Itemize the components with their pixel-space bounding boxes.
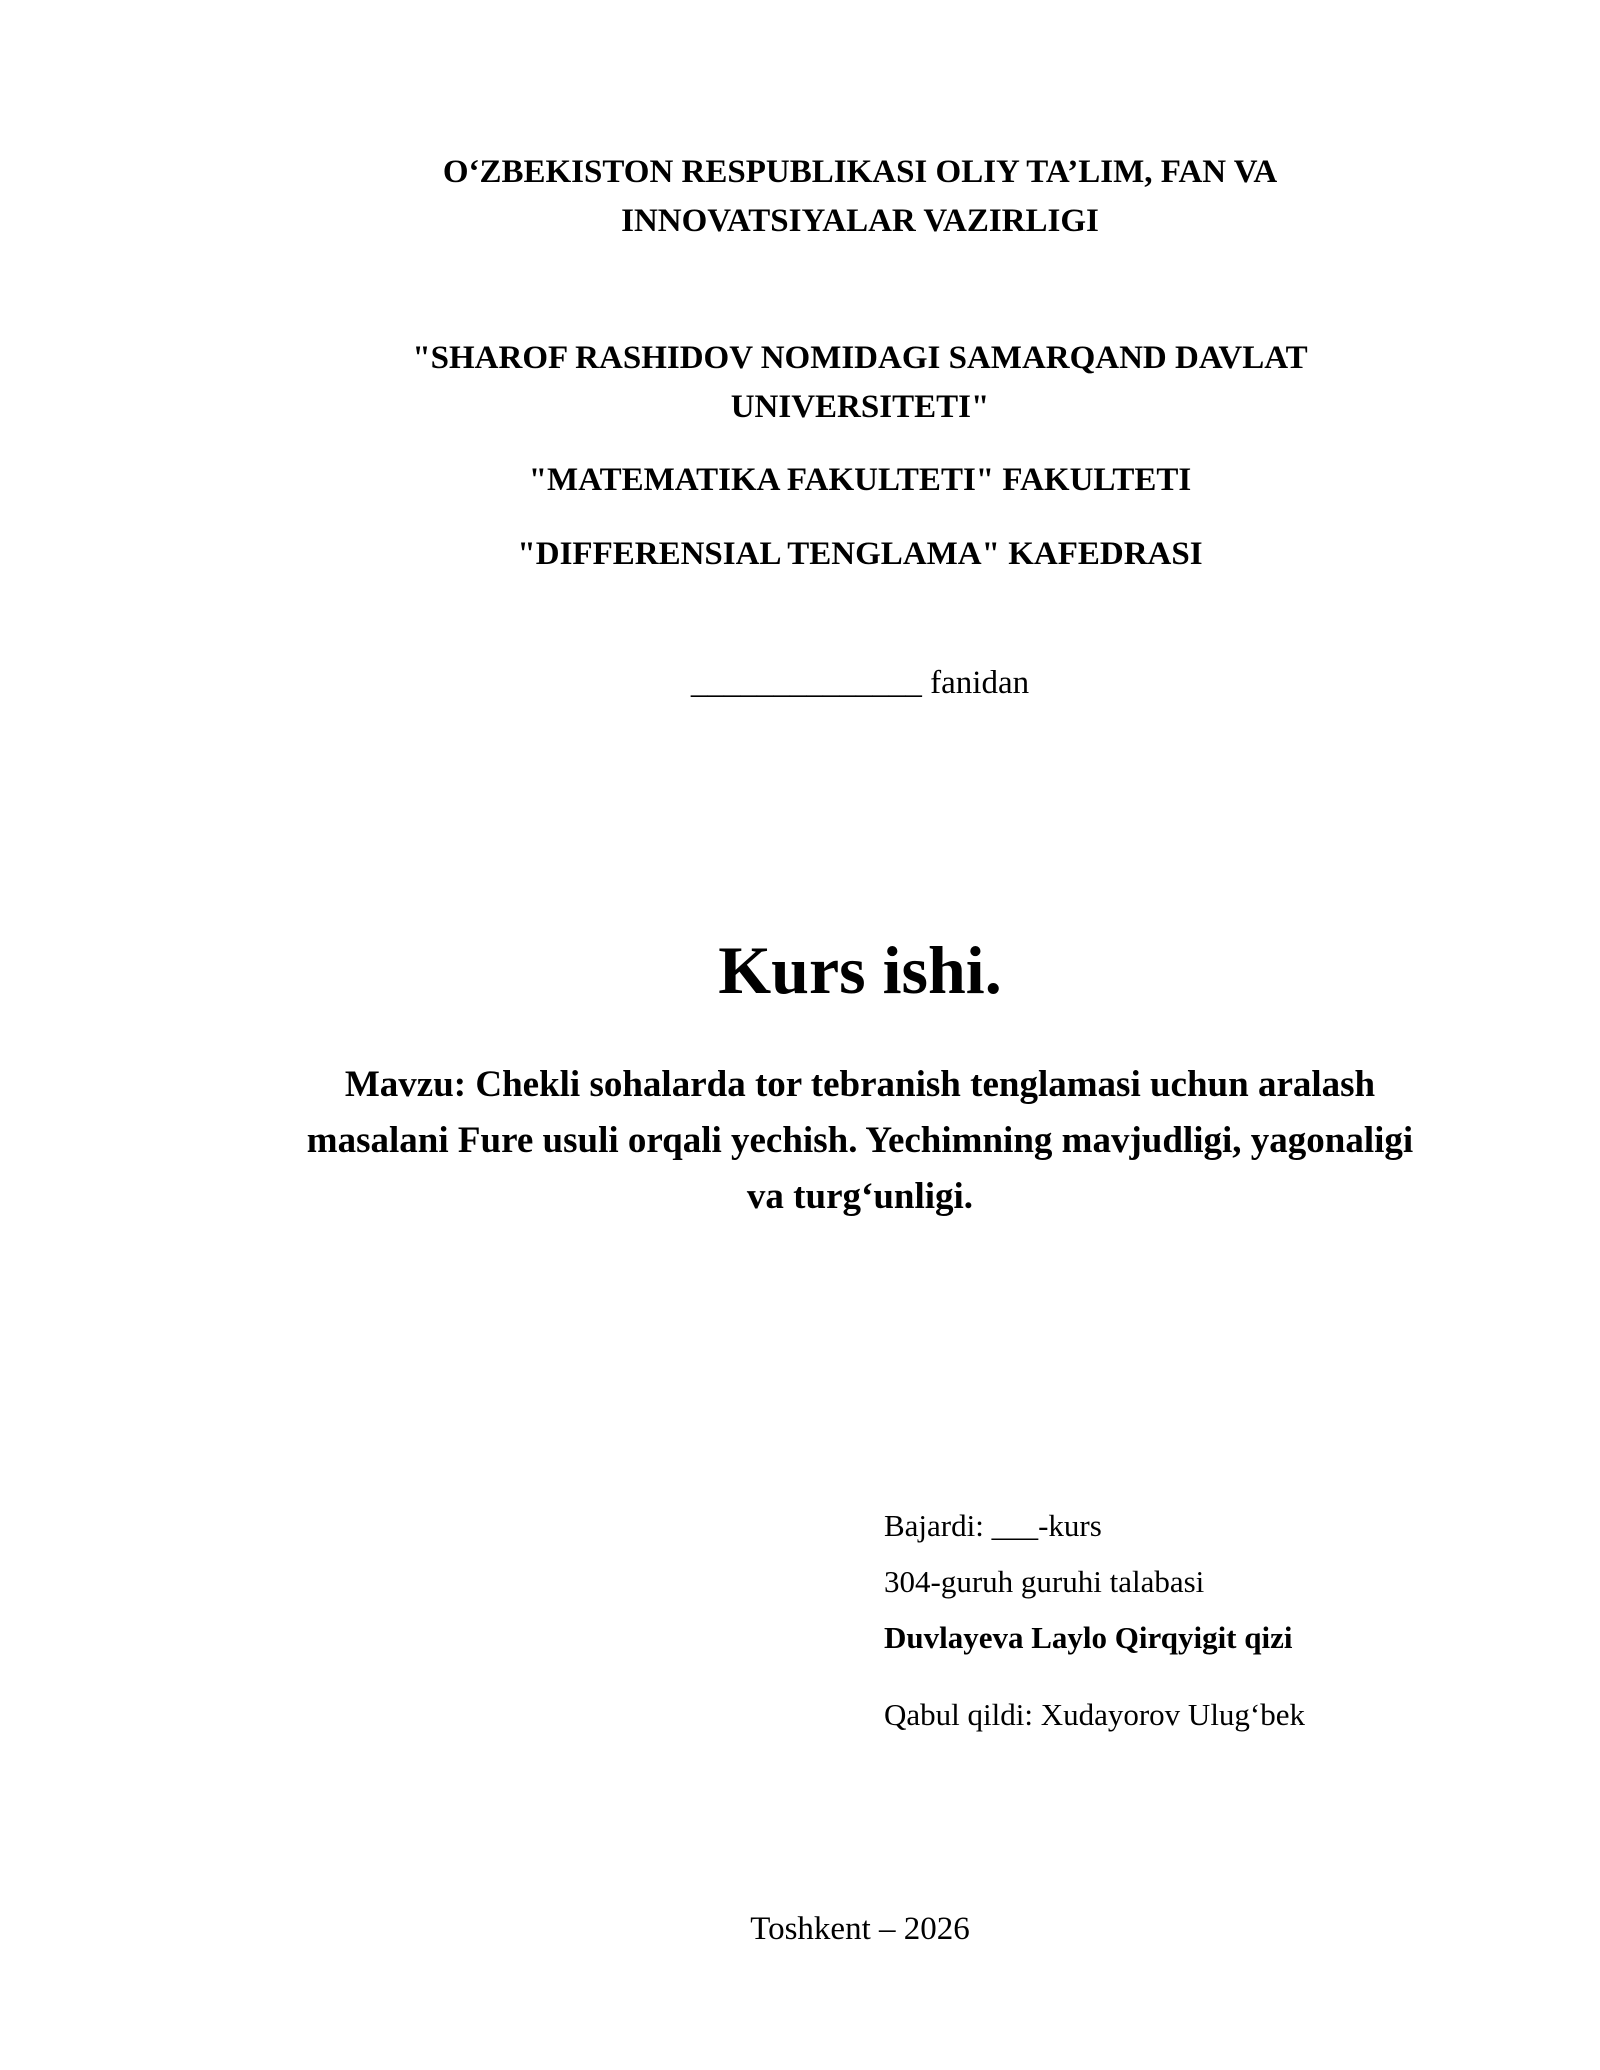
topic-line-3: va turg‘unligi. bbox=[746, 1176, 974, 1217]
work-title: Kurs ishi. bbox=[718, 932, 1002, 1008]
place-year: Toshkent – 2026 bbox=[750, 1911, 970, 1947]
topic-line-1: Mavzu: Chekli sohalarda tor tebranish tenglamasi uchun aralash bbox=[344, 1064, 1376, 1105]
faculty-heading: "MATEMATIKA FAKULTETI" FAKULTETI bbox=[528, 462, 1192, 498]
supervisor-line: Qabul qildi: Xudayorov Ulug‘bek bbox=[884, 1697, 1306, 1732]
university-heading bbox=[210, 334, 1510, 432]
university-line-1: "SHAROF RASHIDOV NOMIDAGI SAMARQAND DAVLAT bbox=[412, 340, 1308, 376]
topic-line-2: masalani Fure usuli orqali yechish. Yechimning mavjudligi, yagonaligi bbox=[306, 1120, 1414, 1161]
group-line: 304-guruh guruhi talabasi bbox=[884, 1564, 1205, 1599]
ministry-line-2: INNOVATSIYALAR VAZIRLIGI bbox=[621, 203, 1099, 239]
course-line: Bajardi: ___-kurs bbox=[884, 1508, 1102, 1543]
ministry-line-1: O‘ZBEKISTON RESPUBLIKASI OLIY TA’LIM, FAN VA bbox=[442, 154, 1278, 190]
department-heading: "DIFFERENSIAL TENGLAMA" KAFEDRASI bbox=[517, 536, 1203, 572]
subject-line: ______________ fanidan bbox=[690, 665, 1030, 701]
student-name: Duvlayeva Laylo Qirqyigit qizi bbox=[884, 1620, 1293, 1655]
university-line-2: UNIVERSITETI" bbox=[730, 389, 990, 425]
topic-block bbox=[200, 1057, 1520, 1225]
ministry-heading bbox=[210, 148, 1510, 246]
